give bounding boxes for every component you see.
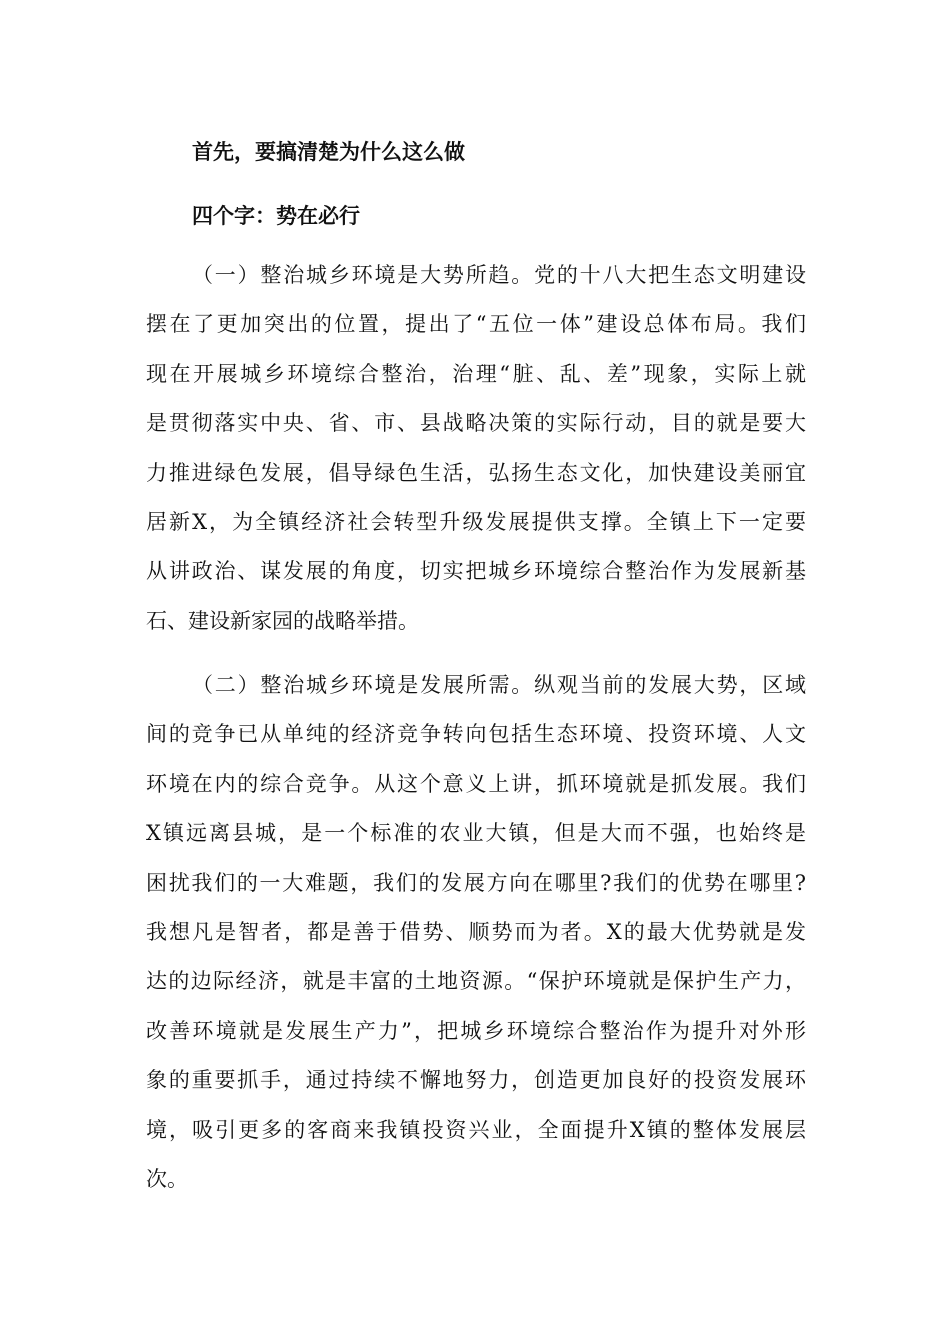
section-heading-four-words: 四个字：势在必行 — [192, 203, 360, 228]
paragraph-line: X镇远离县城，是一个标准的农业大镇，但是大而不强，也始终是 — [146, 821, 806, 846]
paragraph-line: 摆在了更加突出的位置，提出了“五位一体”建设总体布局。我们 — [146, 312, 806, 337]
paragraph-line: （二）整治城乡环境是发展所需。纵观当前的发展大势，区域 — [192, 673, 806, 697]
paragraph-line: （一）整治城乡环境是大势所趋。党的十八大把生态文明建设 — [192, 263, 806, 287]
paragraph-line: 改善环境就是发展生产力”，把城乡环境综合整治作为提升对外形 — [146, 1018, 806, 1043]
paragraph-line: 环境在内的综合竞争。从这个意义上讲，抓环境就是抓发展。我们 — [146, 771, 806, 796]
paragraph-line: 境，吸引更多的客商来我镇投资兴业，全面提升X镇的整体发展层 — [146, 1117, 806, 1142]
paragraph-line: 是贯彻落实中央、省、市、县战略决策的实际行动，目的就是要大 — [146, 411, 806, 436]
paragraph-line: 力推进绿色发展，倡导绿色生活，弘扬生态文化，加快建设美丽宜 — [146, 460, 806, 485]
section-heading-why: 首先，要搞清楚为什么这么做 — [192, 139, 465, 164]
paragraph-trend — [146, 260, 806, 655]
paragraph-line: 石、建设新家园的战略举措。 — [146, 608, 419, 633]
paragraph-line: 困扰我们的一大难题，我们的发展方向在哪里?我们的优势在哪里? — [146, 870, 806, 895]
paragraph-line: 达的边际经济，就是丰富的土地资源。“保护环境就是保护生产力， — [146, 969, 806, 994]
paragraph-development — [146, 670, 806, 1213]
paragraph-line: 象的重要抓手，通过持续不懈地努力，创造更加良好的投资发展环 — [146, 1068, 806, 1093]
paragraph-line: 我想凡是智者，都是善于借势、顺势而为者。X的最大优势就是发 — [146, 919, 806, 944]
paragraph-line: 居新X，为全镇经济社会转型升级发展提供支撑。全镇上下一定要 — [146, 509, 806, 534]
paragraph-line: 间的竞争已从单纯的经济竞争转向包括生态环境、投资环境、人文 — [146, 722, 806, 747]
paragraph-line: 从讲政治、谋发展的角度，切实把城乡环境综合整治作为发展新基 — [146, 559, 806, 584]
paragraph-line: 现在开展城乡环境综合整治，治理“脏、乱、差”现象，实际上就 — [146, 361, 806, 386]
paragraph-line: 次。 — [146, 1166, 188, 1191]
